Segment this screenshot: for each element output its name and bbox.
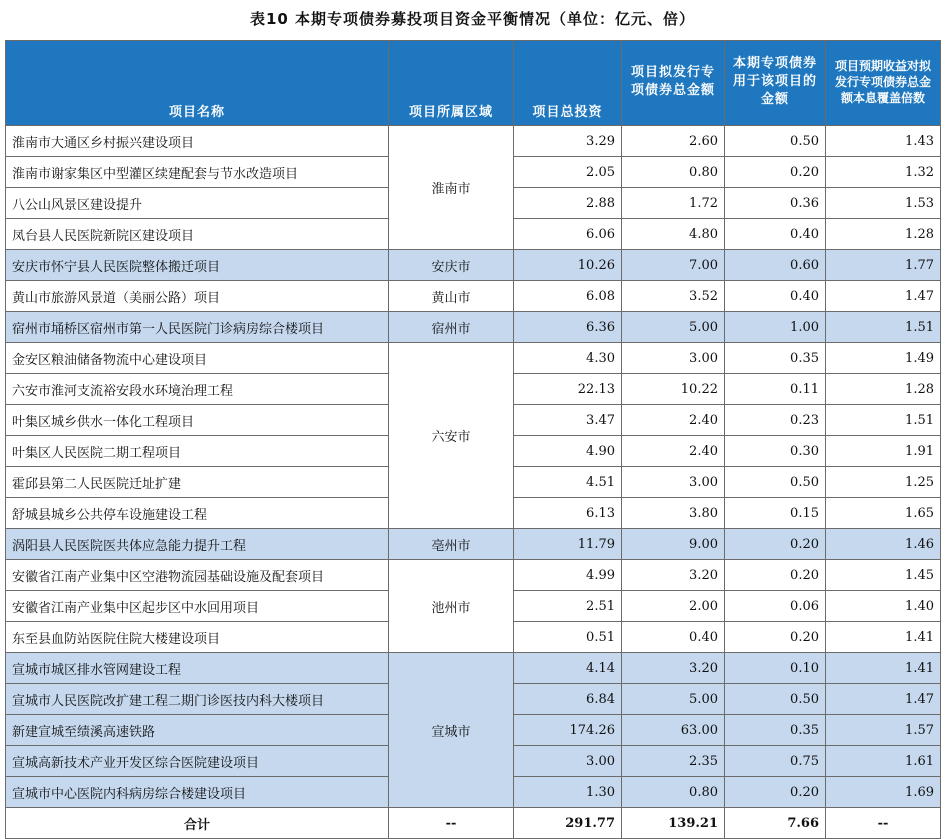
planned-issue-cell: 0.40 xyxy=(622,622,725,653)
header-region: 项目所属区域 xyxy=(389,41,514,126)
region-cell: 淮南市 xyxy=(389,126,514,250)
project-name-cell: 涡阳县人民医院医共体应急能力提升工程 xyxy=(6,529,389,560)
coverage-cell: 1.51 xyxy=(826,312,941,343)
this-issue-cell: 1.00 xyxy=(725,312,826,343)
table-row xyxy=(6,281,941,312)
total-investment-cell: 0.51 xyxy=(514,622,622,653)
this-issue-cell: 0.20 xyxy=(725,560,826,591)
this-issue-cell: 0.35 xyxy=(725,343,826,374)
project-name-cell: 宣城市人民医院改扩建工程二期门诊医技内科大楼项目 xyxy=(6,684,389,715)
project-name-cell: 安庆市怀宁县人民医院整体搬迁项目 xyxy=(6,250,389,281)
this-issue-cell: 0.40 xyxy=(725,219,826,250)
header-coverage: 项目预期收益对拟发行专项债券总金额本息覆盖倍数 xyxy=(826,41,941,126)
this-issue-cell: 0.60 xyxy=(725,250,826,281)
project-name-cell: 宿州市埇桥区宿州市第一人民医院门诊病房综合楼项目 xyxy=(6,312,389,343)
total-investment-sum-cell: 291.77 xyxy=(514,808,622,839)
table-row xyxy=(6,529,941,560)
this-issue-cell: 0.30 xyxy=(725,436,826,467)
total-investment-cell: 2.88 xyxy=(514,188,622,219)
this-issue-cell: 0.40 xyxy=(725,281,826,312)
total-label-cell: 合计 xyxy=(6,808,389,839)
this-issue-cell: 0.75 xyxy=(725,746,826,777)
planned-issue-cell: 1.72 xyxy=(622,188,725,219)
total-this-sum-cell: 7.66 xyxy=(725,808,826,839)
planned-issue-cell: 10.22 xyxy=(622,374,725,405)
region-cell: 宿州市 xyxy=(389,312,514,343)
coverage-cell: 1.41 xyxy=(826,622,941,653)
project-name-cell: 八公山风景区建设提升 xyxy=(6,188,389,219)
coverage-cell: 1.25 xyxy=(826,467,941,498)
project-name-cell: 新建宣城至绩溪高速铁路 xyxy=(6,715,389,746)
total-investment-cell: 1.30 xyxy=(514,777,622,808)
table-row xyxy=(6,126,941,157)
total-investment-cell: 4.99 xyxy=(514,560,622,591)
coverage-cell: 1.91 xyxy=(826,436,941,467)
coverage-cell: 1.41 xyxy=(826,653,941,684)
planned-issue-cell: 3.00 xyxy=(622,343,725,374)
total-planned-sum-cell: 139.21 xyxy=(622,808,725,839)
planned-issue-cell: 3.80 xyxy=(622,498,725,529)
region-cell: 亳州市 xyxy=(389,529,514,560)
region-cell: 宣城市 xyxy=(389,653,514,808)
project-name-cell: 舒城县城乡公共停车设施建设工程 xyxy=(6,498,389,529)
project-name-cell: 淮南市大通区乡村振兴建设项目 xyxy=(6,126,389,157)
coverage-cell: 1.47 xyxy=(826,281,941,312)
total-investment-cell: 6.08 xyxy=(514,281,622,312)
this-issue-cell: 0.20 xyxy=(725,777,826,808)
this-issue-cell: 0.20 xyxy=(725,622,826,653)
project-name-cell: 淮南市谢家集区中型灌区续建配套与节水改造项目 xyxy=(6,157,389,188)
total-coverage-cell: -- xyxy=(826,808,941,839)
coverage-cell: 1.28 xyxy=(826,219,941,250)
planned-issue-cell: 3.52 xyxy=(622,281,725,312)
planned-issue-cell: 2.40 xyxy=(622,405,725,436)
coverage-cell: 1.49 xyxy=(826,343,941,374)
coverage-cell: 1.53 xyxy=(826,188,941,219)
total-investment-cell: 174.26 xyxy=(514,715,622,746)
project-name-cell: 叶集区人民医院二期工程项目 xyxy=(6,436,389,467)
this-issue-cell: 0.15 xyxy=(725,498,826,529)
project-name-cell: 黄山市旅游风景道（美丽公路）项目 xyxy=(6,281,389,312)
planned-issue-cell: 63.00 xyxy=(622,715,725,746)
coverage-cell: 1.45 xyxy=(826,560,941,591)
project-name-cell: 宣城市城区排水管网建设工程 xyxy=(6,653,389,684)
this-issue-cell: 0.20 xyxy=(725,529,826,560)
total-investment-cell: 22.13 xyxy=(514,374,622,405)
planned-issue-cell: 2.40 xyxy=(622,436,725,467)
project-name-cell: 凤台县人民医院新院区建设项目 xyxy=(6,219,389,250)
this-issue-cell: 0.23 xyxy=(725,405,826,436)
project-name-cell: 宣城高新技术产业开发区综合医院建设项目 xyxy=(6,746,389,777)
total-investment-cell: 3.47 xyxy=(514,405,622,436)
total-investment-cell: 2.05 xyxy=(514,157,622,188)
planned-issue-cell: 5.00 xyxy=(622,312,725,343)
coverage-cell: 1.43 xyxy=(826,126,941,157)
project-name-cell: 东至县血防站医院住院大楼建设项目 xyxy=(6,622,389,653)
fund-balance-table xyxy=(5,40,941,839)
planned-issue-cell: 3.00 xyxy=(622,467,725,498)
total-region-cell: -- xyxy=(389,808,514,839)
total-investment-cell: 4.14 xyxy=(514,653,622,684)
total-investment-cell: 10.26 xyxy=(514,250,622,281)
this-issue-cell: 0.50 xyxy=(725,684,826,715)
coverage-cell: 1.40 xyxy=(826,591,941,622)
total-investment-cell: 6.36 xyxy=(514,312,622,343)
planned-issue-cell: 0.80 xyxy=(622,777,725,808)
total-investment-cell: 4.51 xyxy=(514,467,622,498)
this-issue-cell: 0.50 xyxy=(725,467,826,498)
this-issue-cell: 0.50 xyxy=(725,126,826,157)
total-investment-cell: 4.30 xyxy=(514,343,622,374)
coverage-cell: 1.69 xyxy=(826,777,941,808)
this-issue-cell: 0.10 xyxy=(725,653,826,684)
planned-issue-cell: 9.00 xyxy=(622,529,725,560)
project-name-cell: 安徽省江南产业集中区起步区中水回用项目 xyxy=(6,591,389,622)
coverage-cell: 1.57 xyxy=(826,715,941,746)
region-cell: 池州市 xyxy=(389,560,514,653)
this-issue-cell: 0.11 xyxy=(725,374,826,405)
coverage-cell: 1.77 xyxy=(826,250,941,281)
table-body xyxy=(6,126,941,839)
table-row xyxy=(6,343,941,374)
coverage-cell: 1.61 xyxy=(826,746,941,777)
planned-issue-cell: 3.20 xyxy=(622,560,725,591)
planned-issue-cell: 2.60 xyxy=(622,126,725,157)
total-investment-cell: 6.13 xyxy=(514,498,622,529)
total-investment-cell: 3.29 xyxy=(514,126,622,157)
total-row xyxy=(6,808,941,839)
header-this-issue: 本期专项债券用于该项目的金额 xyxy=(725,41,826,126)
region-cell: 六安市 xyxy=(389,343,514,529)
header-planned-issue: 项目拟发行专项债券总金额 xyxy=(622,41,725,126)
planned-issue-cell: 0.80 xyxy=(622,157,725,188)
header-project-name: 项目名称 xyxy=(6,41,389,126)
project-name-cell: 宣城市中心医院内科病房综合楼建设项目 xyxy=(6,777,389,808)
coverage-cell: 1.28 xyxy=(826,374,941,405)
project-name-cell: 金安区粮油储备物流中心建设项目 xyxy=(6,343,389,374)
total-investment-cell: 2.51 xyxy=(514,591,622,622)
coverage-cell: 1.51 xyxy=(826,405,941,436)
table-row xyxy=(6,560,941,591)
planned-issue-cell: 2.00 xyxy=(622,591,725,622)
header-total-investment: 项目总投资 xyxy=(514,41,622,126)
project-name-cell: 叶集区城乡供水一体化工程项目 xyxy=(6,405,389,436)
this-issue-cell: 0.35 xyxy=(725,715,826,746)
table-row xyxy=(6,312,941,343)
total-investment-cell: 11.79 xyxy=(514,529,622,560)
planned-issue-cell: 3.20 xyxy=(622,653,725,684)
planned-issue-cell: 4.80 xyxy=(622,219,725,250)
region-cell: 黄山市 xyxy=(389,281,514,312)
this-issue-cell: 0.36 xyxy=(725,188,826,219)
coverage-cell: 1.46 xyxy=(826,529,941,560)
this-issue-cell: 0.06 xyxy=(725,591,826,622)
planned-issue-cell: 5.00 xyxy=(622,684,725,715)
project-name-cell: 霍邱县第二人民医院迁址扩建 xyxy=(6,467,389,498)
total-investment-cell: 6.84 xyxy=(514,684,622,715)
coverage-cell: 1.32 xyxy=(826,157,941,188)
table-row xyxy=(6,250,941,281)
region-cell: 安庆市 xyxy=(389,250,514,281)
total-investment-cell: 6.06 xyxy=(514,219,622,250)
table-row xyxy=(6,653,941,684)
total-investment-cell: 4.90 xyxy=(514,436,622,467)
total-investment-cell: 3.00 xyxy=(514,746,622,777)
this-issue-cell: 0.20 xyxy=(725,157,826,188)
table-title: 表10 本期专项债券募投项目资金平衡情况（单位：亿元、倍） xyxy=(249,10,696,28)
planned-issue-cell: 2.35 xyxy=(622,746,725,777)
coverage-cell: 1.47 xyxy=(826,684,941,715)
header-row xyxy=(6,41,941,126)
planned-issue-cell: 7.00 xyxy=(622,250,725,281)
coverage-cell: 1.65 xyxy=(826,498,941,529)
project-name-cell: 安徽省江南产业集中区空港物流园基础设施及配套项目 xyxy=(6,560,389,591)
project-name-cell: 六安市淮河支流裕安段水环境治理工程 xyxy=(6,374,389,405)
